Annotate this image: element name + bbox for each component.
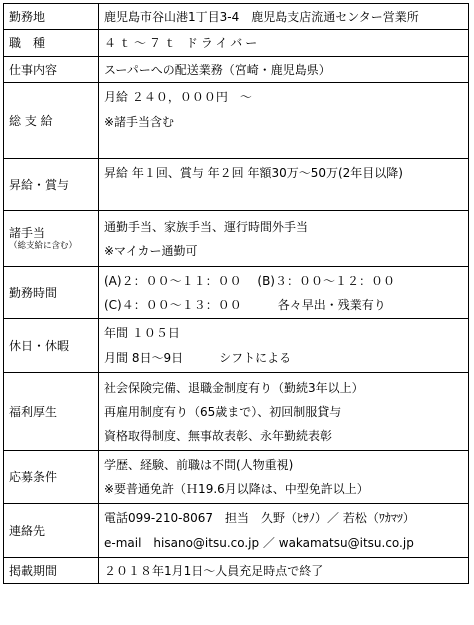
- license-requirement-note: ※要普通免許（Ｈ19.6月以降は、中型免許以上）: [104, 482, 369, 496]
- label-work-location: 勤務地: [4, 4, 99, 30]
- shift-c-text: (C)４：００～１３：００ 各々早出・残業有り: [104, 297, 386, 312]
- contact-email-text: e-mail hisano@itsu.co.jp ／ wakamatsu@itsu.co.jp: [104, 536, 414, 550]
- allowances-sublabel: （総支給に含む）: [9, 241, 78, 251]
- shift-ab-text: (A)２：００～１１：００ (B)３：００～１２：００: [104, 273, 395, 288]
- contact-phone-text: 電話099-210-8067 担当 久野（ﾋｻﾉ）／ 若松（ﾜｶﾏﾂ）: [104, 511, 415, 525]
- allowances-label-text: 諸手当: [9, 226, 46, 240]
- allowances-text: 通勤手当、家族手当、運行時間外手当: [104, 219, 309, 234]
- table-row: [4, 558, 469, 584]
- car-commute-note: ※マイカー通勤可: [104, 243, 198, 258]
- table-row: [4, 319, 469, 373]
- label-work-hours: 勤務時間: [4, 267, 99, 319]
- job-content-text: スーパーへの配送業務（宮崎・鹿児島県）: [104, 62, 331, 77]
- label-contact: 連絡先: [4, 504, 99, 558]
- value-allowances: [99, 211, 469, 267]
- label-job-type: 職 種: [4, 30, 99, 57]
- value-total-pay: [99, 83, 469, 159]
- value-job-type: [99, 30, 469, 57]
- value-benefits: [99, 373, 469, 451]
- label-requirements: 応募条件: [4, 451, 99, 504]
- job-listing-table: [3, 3, 469, 584]
- table-row: [4, 30, 469, 57]
- label-holidays: 休日・休暇: [4, 319, 99, 373]
- table-row: [4, 4, 469, 30]
- label-total-pay: 総 支 給: [4, 83, 99, 159]
- value-requirements: [99, 451, 469, 504]
- value-holidays: [99, 319, 469, 373]
- value-raise-bonus: [99, 159, 469, 211]
- label-benefits: 福利厚生: [4, 373, 99, 451]
- table-row: [4, 57, 469, 83]
- table-row: [4, 159, 469, 211]
- benefits-line-1: 社会保険完備、退職金制度有り（勤続3年以上）: [104, 380, 364, 395]
- monthly-salary-text: 月給 ２４０，０００円 ～: [104, 90, 252, 104]
- posting-period-text: ２０１８年1月1日～人員充足時点で終了: [104, 563, 324, 578]
- table-row: [4, 373, 469, 451]
- raise-bonus-text: 昇給 年１回、賞与 年２回 年額30万～50万(2年目以降): [104, 166, 403, 180]
- requirements-text: 学歴、経験、前職は不問(人物重視): [104, 458, 294, 472]
- value-work-location: [99, 4, 469, 30]
- annual-holidays-text: 年間 １０５日: [104, 326, 180, 340]
- table-row: [4, 267, 469, 319]
- label-posting-period: 掲載期間: [4, 558, 99, 584]
- value-posting-period: [99, 558, 469, 584]
- label-allowances: [4, 211, 99, 267]
- table-row: [4, 211, 469, 267]
- benefits-line-3: 資格取得制度、無事故表彰、永年勤続表彰: [104, 428, 333, 443]
- table-row: [4, 504, 469, 558]
- allowances-included-note: ※諸手当含む: [104, 115, 175, 129]
- job-type-text: ４ｔ～７ｔ ドライバー: [104, 36, 261, 50]
- value-contact: [99, 504, 469, 558]
- table-row: [4, 451, 469, 504]
- table-row: [4, 83, 469, 159]
- label-job-content: 仕事内容: [4, 57, 99, 83]
- value-work-hours: [99, 267, 469, 319]
- value-job-content: [99, 57, 469, 83]
- label-raise-bonus: 昇給・賞与: [4, 159, 99, 211]
- monthly-holidays-text: 月間 8日～9日 シフトによる: [104, 351, 292, 365]
- benefits-line-2: 再雇用制度有り（65歳まで）、初回制服貸与: [104, 404, 342, 419]
- work-location-text: 鹿児島市谷山港1丁目3-4 鹿児島支店流通センター営業所: [104, 9, 419, 24]
